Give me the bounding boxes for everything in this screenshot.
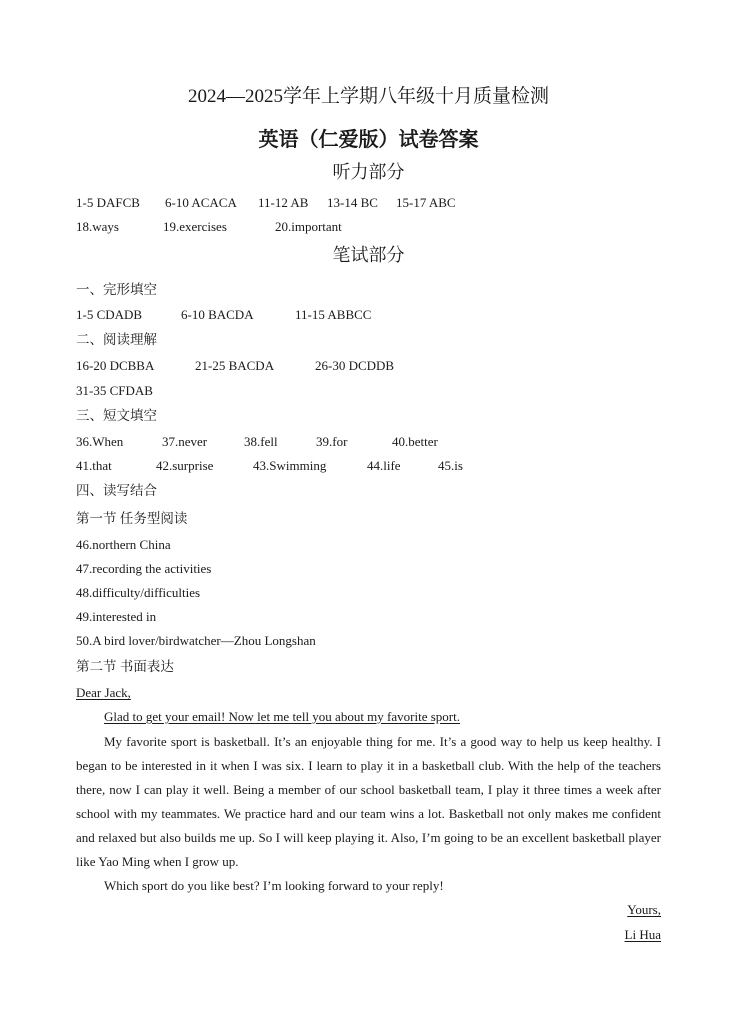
answer-item: 21-25 BACDA xyxy=(195,358,275,373)
answer-item: 37.never xyxy=(162,434,208,449)
reading-heading: 二、阅读理解 xyxy=(76,332,157,347)
answer-item: 19.exercises xyxy=(163,219,227,234)
answer-item: 36.When xyxy=(76,434,124,449)
answer-item: 45.is xyxy=(438,458,463,473)
passage-fill-heading: 三、短文填空 xyxy=(76,408,157,423)
exam-title: 2024—2025学年上学期八年级十月质量检测 xyxy=(187,86,549,107)
read-write-heading: 四、读写结合 xyxy=(76,483,157,498)
passage-fill-row-1 xyxy=(76,433,666,451)
answer-item: 20.important xyxy=(275,219,342,234)
answer-item: 6-10 BACDA xyxy=(181,307,254,322)
exam-subtitle: 英语（仁爱版）试卷答案 xyxy=(258,129,479,151)
answer-item: 42.surprise xyxy=(156,458,214,473)
answer-item: 40.better xyxy=(392,434,438,449)
letter-body: My favorite sport is basketball. It’s an enjoyable thing for me. It’s a good way to help us keep healthy. I began to be interested in it when I was six. I learn to play it in a basketball club. With the help of the teachers there, now I can play it well. Being a member of our school basketball team, I play it three times a week after school with my teammates. We practice hard and our team wins a lot. Basketball not only makes me confident and relaxed but also builds me up. So I will keep playing it. Also, I’m going to be an excellent basketball player like Yao Ming when I grow up. xyxy=(76,734,661,869)
answer-item: 18.ways xyxy=(76,219,119,234)
answer-item: 6-10 ACACA xyxy=(165,195,237,210)
answer-item: 38.fell xyxy=(244,434,278,449)
task-answer: 50.A bird lover/birdwatcher—Zhou Longshan xyxy=(76,633,316,648)
task-reading-heading: 第一节 任务型阅读 xyxy=(76,511,188,526)
answer-item: 43.Swimming xyxy=(253,458,327,473)
passage-fill-row-2 xyxy=(76,457,666,475)
letter-signoff: Yours, xyxy=(627,902,661,917)
letter-opening: Glad to get your email! Now let me tell you about my favorite sport. xyxy=(104,709,460,724)
task-answer: 47.recording the activities xyxy=(76,561,212,576)
answer-item: 16-20 DCBBA xyxy=(76,358,155,373)
listening-answers-row-2 xyxy=(76,218,666,236)
answer-item: 13-14 BC xyxy=(327,195,378,210)
letter-closing-question: Which sport do you like best? I’m looking forward to your reply! xyxy=(104,878,444,893)
answer-item: 1-5 CDADB xyxy=(76,307,143,322)
listening-answers-row-1 xyxy=(76,194,666,212)
letter-signature: Li Hua xyxy=(624,927,661,942)
written-heading: 笔试部分 xyxy=(332,245,405,265)
reading-answers-row-2 xyxy=(76,382,666,400)
cloze-heading: 一、完形填空 xyxy=(76,282,157,297)
cloze-answers-row xyxy=(76,306,666,324)
answer-item: 11-12 AB xyxy=(258,195,309,210)
answer-item: 15-17 ABC xyxy=(396,195,456,210)
task-answer: 46.northern China xyxy=(76,537,171,552)
answer-item: 39.for xyxy=(316,434,348,449)
answer-item: 41.that xyxy=(76,458,112,473)
answer-item: 26-30 DCDDB xyxy=(315,358,395,373)
task-answer: 49.interested in xyxy=(76,609,157,624)
answer-item: 44.life xyxy=(367,458,401,473)
answer-item: 1-5 DAFCB xyxy=(76,195,140,210)
reading-answers-row-1 xyxy=(76,357,666,375)
answer-item: 31-35 CFDAB xyxy=(76,383,153,398)
answer-item: 11-15 ABBCC xyxy=(295,307,372,322)
listening-heading: 听力部分 xyxy=(332,162,405,182)
letter-greeting: Dear Jack, xyxy=(76,685,131,700)
task-answer: 48.difficulty/difficulties xyxy=(76,585,201,600)
writing-heading: 第二节 书面表达 xyxy=(76,659,174,674)
